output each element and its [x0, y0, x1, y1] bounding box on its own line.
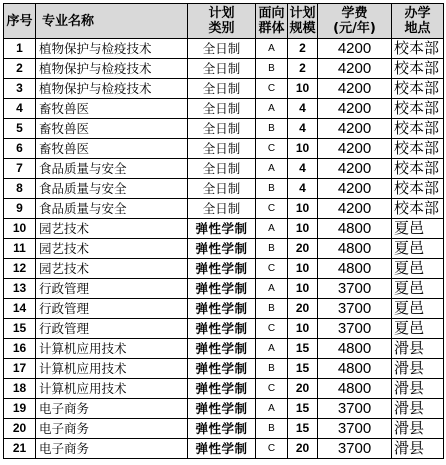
cell-group: A [256, 99, 288, 119]
cell-seq: 4 [4, 99, 36, 119]
cell-major: 园艺技术 [36, 219, 188, 239]
header-row [4, 4, 444, 39]
cell-location: 滑县 [392, 339, 444, 359]
cell-location: 滑县 [392, 379, 444, 399]
cell-scale: 15 [288, 339, 318, 359]
cell-major: 植物保护与检疫技术 [36, 59, 188, 79]
cell-plan-type: 全日制 [188, 39, 256, 59]
cell-fee: 4800 [318, 379, 392, 399]
table-row [4, 399, 444, 419]
table-body [4, 39, 444, 459]
table-row [4, 99, 444, 119]
cell-plan-type: 全日制 [188, 199, 256, 219]
cell-scale: 20 [288, 439, 318, 459]
cell-scale: 15 [288, 399, 318, 419]
cell-location: 夏邑 [392, 219, 444, 239]
cell-seq: 10 [4, 219, 36, 239]
cell-group: C [256, 379, 288, 399]
cell-plan-type: 全日制 [188, 59, 256, 79]
cell-major: 行政管理 [36, 319, 188, 339]
cell-group: B [256, 299, 288, 319]
cell-seq: 18 [4, 379, 36, 399]
cell-group: C [256, 79, 288, 99]
cell-group: C [256, 199, 288, 219]
cell-seq: 13 [4, 279, 36, 299]
cell-fee: 4800 [318, 259, 392, 279]
table-row [4, 159, 444, 179]
cell-fee: 4200 [318, 99, 392, 119]
table-row [4, 179, 444, 199]
cell-plan-type: 全日制 [188, 79, 256, 99]
cell-plan-type: 弹性学制 [188, 239, 256, 259]
cell-major: 食品质量与安全 [36, 199, 188, 219]
cell-fee: 4800 [318, 339, 392, 359]
cell-fee: 3700 [318, 439, 392, 459]
cell-location: 夏邑 [392, 299, 444, 319]
cell-location: 滑县 [392, 359, 444, 379]
cell-fee: 3700 [318, 419, 392, 439]
cell-seq: 20 [4, 419, 36, 439]
cell-scale: 15 [288, 359, 318, 379]
cell-major: 行政管理 [36, 279, 188, 299]
cell-plan-type: 弹性学制 [188, 339, 256, 359]
header-major: 专业名称 [36, 4, 188, 39]
cell-seq: 16 [4, 339, 36, 359]
table-row [4, 339, 444, 359]
table-row [4, 319, 444, 339]
cell-group: A [256, 279, 288, 299]
table-row [4, 259, 444, 279]
header-location: 办学 地点 [392, 4, 444, 39]
cell-plan-type: 弹性学制 [188, 399, 256, 419]
cell-fee: 4200 [318, 119, 392, 139]
cell-major: 畜牧兽医 [36, 119, 188, 139]
cell-major: 电子商务 [36, 439, 188, 459]
cell-group: B [256, 359, 288, 379]
cell-scale: 15 [288, 419, 318, 439]
cell-plan-type: 弹性学制 [188, 319, 256, 339]
cell-scale: 20 [288, 379, 318, 399]
cell-scale: 10 [288, 279, 318, 299]
table-row [4, 59, 444, 79]
cell-scale: 2 [288, 59, 318, 79]
cell-scale: 20 [288, 299, 318, 319]
cell-fee: 4800 [318, 219, 392, 239]
cell-major: 电子商务 [36, 419, 188, 439]
cell-major: 畜牧兽医 [36, 139, 188, 159]
cell-seq: 9 [4, 199, 36, 219]
cell-seq: 8 [4, 179, 36, 199]
cell-plan-type: 弹性学制 [188, 279, 256, 299]
cell-scale: 10 [288, 199, 318, 219]
cell-location: 校本部 [392, 179, 444, 199]
cell-fee: 4800 [318, 359, 392, 379]
cell-fee: 3700 [318, 279, 392, 299]
cell-scale: 10 [288, 219, 318, 239]
cell-major: 计算机应用技术 [36, 379, 188, 399]
cell-fee: 4200 [318, 39, 392, 59]
cell-seq: 1 [4, 39, 36, 59]
cell-location: 夏邑 [392, 279, 444, 299]
cell-fee: 3700 [318, 399, 392, 419]
table-row [4, 119, 444, 139]
cell-plan-type: 全日制 [188, 159, 256, 179]
cell-plan-type: 全日制 [188, 99, 256, 119]
cell-seq: 12 [4, 259, 36, 279]
cell-seq: 19 [4, 399, 36, 419]
cell-seq: 2 [4, 59, 36, 79]
table-row [4, 299, 444, 319]
table-row [4, 219, 444, 239]
cell-location: 滑县 [392, 399, 444, 419]
cell-fee: 3700 [318, 299, 392, 319]
cell-seq: 15 [4, 319, 36, 339]
cell-location: 校本部 [392, 199, 444, 219]
cell-seq: 11 [4, 239, 36, 259]
cell-scale: 20 [288, 239, 318, 259]
cell-group: A [256, 339, 288, 359]
cell-major: 园艺技术 [36, 259, 188, 279]
cell-plan-type: 全日制 [188, 139, 256, 159]
cell-group: A [256, 219, 288, 239]
table-row [4, 279, 444, 299]
header-scale: 计划 规模 [288, 4, 318, 39]
cell-fee: 4200 [318, 199, 392, 219]
table-row [4, 39, 444, 59]
cell-major: 食品质量与安全 [36, 159, 188, 179]
cell-fee: 3700 [318, 319, 392, 339]
cell-scale: 10 [288, 319, 318, 339]
cell-major: 食品质量与安全 [36, 179, 188, 199]
cell-seq: 17 [4, 359, 36, 379]
cell-group: C [256, 139, 288, 159]
cell-scale: 4 [288, 159, 318, 179]
cell-group: B [256, 419, 288, 439]
cell-major: 计算机应用技术 [36, 339, 188, 359]
cell-seq: 21 [4, 439, 36, 459]
cell-plan-type: 弹性学制 [188, 359, 256, 379]
cell-seq: 6 [4, 139, 36, 159]
enrollment-plan-table [3, 3, 444, 459]
cell-plan-type: 弹性学制 [188, 379, 256, 399]
cell-location: 校本部 [392, 79, 444, 99]
cell-group: A [256, 39, 288, 59]
cell-major: 计算机应用技术 [36, 359, 188, 379]
table-row [4, 379, 444, 399]
table-row [4, 419, 444, 439]
cell-group: A [256, 399, 288, 419]
cell-location: 校本部 [392, 119, 444, 139]
cell-major: 行政管理 [36, 299, 188, 319]
cell-group: C [256, 319, 288, 339]
table-row [4, 439, 444, 459]
cell-location: 校本部 [392, 59, 444, 79]
cell-fee: 4800 [318, 239, 392, 259]
header-plan-type: 计划 类别 [188, 4, 256, 39]
cell-major: 植物保护与检疫技术 [36, 39, 188, 59]
cell-location: 夏邑 [392, 239, 444, 259]
cell-major: 园艺技术 [36, 239, 188, 259]
cell-location: 滑县 [392, 439, 444, 459]
cell-fee: 4200 [318, 79, 392, 99]
table-row [4, 199, 444, 219]
cell-plan-type: 弹性学制 [188, 259, 256, 279]
cell-group: B [256, 179, 288, 199]
cell-plan-type: 弹性学制 [188, 419, 256, 439]
cell-plan-type: 弹性学制 [188, 219, 256, 239]
cell-location: 夏邑 [392, 259, 444, 279]
header-fee: 学费 (元/年) [318, 4, 392, 39]
header-seq: 序号 [4, 4, 36, 39]
table-row [4, 139, 444, 159]
cell-location: 夏邑 [392, 319, 444, 339]
cell-major: 电子商务 [36, 399, 188, 419]
cell-seq: 5 [4, 119, 36, 139]
cell-major: 植物保护与检疫技术 [36, 79, 188, 99]
cell-seq: 7 [4, 159, 36, 179]
cell-plan-type: 弹性学制 [188, 299, 256, 319]
header-group: 面向 群体 [256, 4, 288, 39]
cell-seq: 14 [4, 299, 36, 319]
cell-scale: 4 [288, 119, 318, 139]
cell-scale: 4 [288, 179, 318, 199]
cell-group: C [256, 439, 288, 459]
cell-seq: 3 [4, 79, 36, 99]
cell-group: B [256, 119, 288, 139]
cell-location: 校本部 [392, 159, 444, 179]
table-row [4, 239, 444, 259]
cell-location: 滑县 [392, 419, 444, 439]
cell-location: 校本部 [392, 139, 444, 159]
cell-fee: 4200 [318, 59, 392, 79]
cell-fee: 4200 [318, 179, 392, 199]
cell-location: 校本部 [392, 39, 444, 59]
cell-major: 畜牧兽医 [36, 99, 188, 119]
cell-group: C [256, 259, 288, 279]
cell-scale: 2 [288, 39, 318, 59]
cell-group: A [256, 159, 288, 179]
cell-scale: 10 [288, 79, 318, 99]
cell-plan-type: 全日制 [188, 119, 256, 139]
cell-group: B [256, 239, 288, 259]
cell-group: B [256, 59, 288, 79]
enrollment-plan-table-container [3, 3, 444, 459]
table-row [4, 359, 444, 379]
cell-fee: 4200 [318, 139, 392, 159]
cell-scale: 4 [288, 99, 318, 119]
cell-scale: 10 [288, 139, 318, 159]
cell-plan-type: 全日制 [188, 179, 256, 199]
cell-scale: 10 [288, 259, 318, 279]
cell-location: 校本部 [392, 99, 444, 119]
cell-plan-type: 弹性学制 [188, 439, 256, 459]
cell-fee: 4200 [318, 159, 392, 179]
table-row [4, 79, 444, 99]
